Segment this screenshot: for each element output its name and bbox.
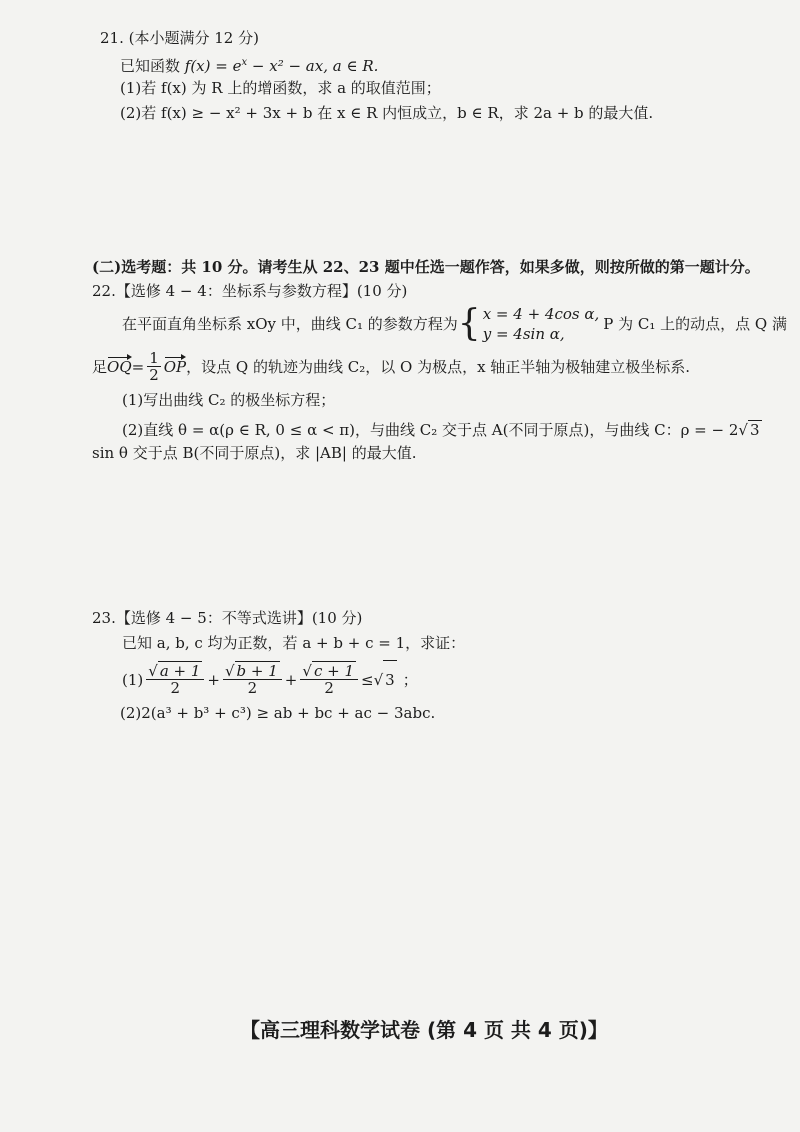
fraction-numerator: [223, 663, 282, 680]
q22-part2-pre: (2)直线 θ = α(ρ ∈ R, 0 ≤ α < π)，与曲线 C₂ 交于点 A(不同于原点)，与曲线 C：ρ = − 2: [122, 421, 739, 439]
q21-given-pre: 已知函数: [120, 57, 185, 75]
q22-line1-post: P 为 C₁ 上的动点，点 Q 满: [603, 315, 787, 333]
q23-header: 23.【选修 4 − 5：不等式选讲】(10 分): [92, 609, 363, 627]
q22-line2-pre: 足: [92, 357, 108, 376]
q23-part2: (2)2(a³ + b³ + c³) ≥ ab + bc + ac − 3abc.: [120, 704, 436, 722]
q21-part1: (1)若 f(x) 为 R 上的增函数，求 a 的取值范围；: [120, 79, 441, 97]
q21-given-func: f(x) = e: [184, 57, 242, 75]
sqrt-symbol: √: [373, 670, 384, 689]
q22-header: 22.【选修 4 − 4：坐标系与参数方程】(10 分): [92, 282, 408, 300]
q22-part2-cont: sin θ 交于点 B(不同于原点)，求 |AB| 的最大值.: [92, 444, 417, 462]
fraction-one-half: [147, 350, 161, 383]
q23-part1-label: (1): [122, 670, 144, 689]
vector-oq: OQ: [107, 357, 132, 376]
q23-part1: [122, 660, 418, 699]
q21-given: [120, 53, 378, 76]
q23-given: 已知 a, b, c 均为正数，若 a + b + c = 1，求证：: [122, 634, 466, 652]
q22-line1-pre: 在平面直角坐标系 xOy 中，曲线 C₁ 的参数方程为: [122, 315, 458, 333]
sqrt-radicand: c + 1: [313, 662, 354, 680]
vector-op: OP: [163, 357, 187, 376]
semicolon: ；: [402, 670, 418, 689]
fraction-denominator: 2: [149, 366, 159, 384]
sqrt-symbol: √: [224, 662, 235, 680]
q21-given-rest: − x² − ax, a ∈ R.: [247, 57, 379, 75]
sqrt-radicand: b + 1: [236, 662, 278, 680]
q22-part1: (1)写出曲线 C₂ 的极坐标方程；: [122, 391, 336, 409]
fraction-numerator: [146, 663, 204, 680]
fraction-denominator: 2: [247, 679, 258, 697]
fraction-numerator: [300, 663, 358, 680]
sqrt-radicand: a + 1: [159, 662, 201, 680]
q22-line2-eq: =: [131, 357, 145, 376]
fraction-sqrt-a: [146, 663, 204, 696]
sqrt-symbol: √: [738, 421, 748, 439]
plus-sign: +: [207, 670, 220, 689]
q22-line2: [92, 350, 690, 383]
sqrt-radicand: 3: [383, 660, 397, 699]
section2-title: (二)选考题：共 10 分。请考生从 22、23 题中任选一题作答，如果多做，则按所做的第一题计分。: [92, 258, 760, 276]
q22-part2: [122, 420, 762, 440]
param-eq-x: x = 4 + 4cos α,: [482, 305, 600, 323]
param-eq-y: y = 4sin α,: [482, 325, 565, 343]
sqrt-symbol: √: [148, 662, 158, 680]
left-brace-symbol: {: [457, 303, 481, 344]
leq-sign: ≤: [361, 670, 374, 689]
fraction-denominator: 2: [324, 679, 334, 697]
q22-line1: [122, 304, 787, 344]
q21-part2: (2)若 f(x) ≥ − x² + 3x + b 在 x ∈ R 内恒成立，b ∈ R，求 2a + b 的最大值.: [120, 104, 654, 122]
fraction-numerator: 1: [149, 349, 159, 367]
q21-given-sup: x: [241, 57, 248, 68]
fraction-sqrt-b: [223, 663, 282, 696]
parametric-system: [483, 304, 600, 344]
page-footer: 【高三理科数学试卷 (第 4 页 共 4 页)】: [240, 1018, 608, 1042]
fraction-sqrt-c: [300, 663, 358, 696]
fraction-denominator: 2: [170, 679, 181, 697]
q21-header: 21. (本小题满分 12 分): [100, 29, 259, 47]
sqrt-radicand: 3: [749, 421, 760, 439]
q22-line2-post: ，设点 Q 的轨迹为曲线 C₂，以 O 为极点，x 轴正半轴为极轴建立极坐标系.: [186, 357, 691, 376]
sqrt-symbol: √: [302, 662, 312, 680]
plus-sign: +: [284, 670, 298, 689]
